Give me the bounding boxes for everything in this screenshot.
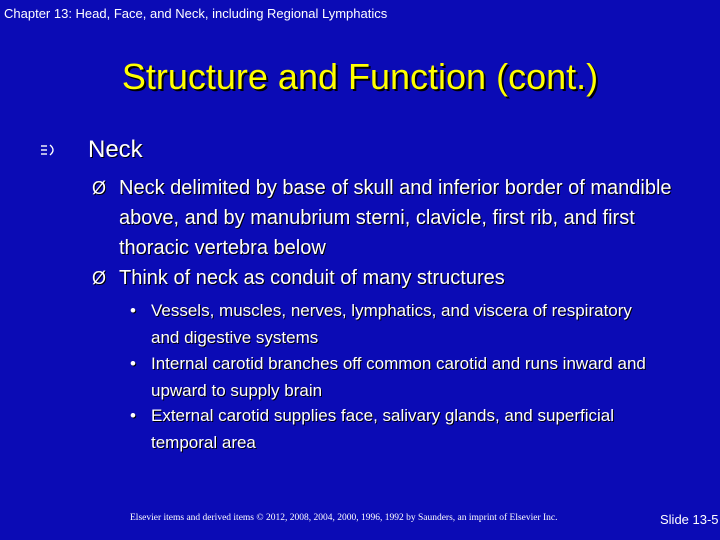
chapter-header: Chapter 13: Head, Face, and Neck, including Regional Lymphatics <box>4 6 388 21</box>
slide-title: Structure and Function (cont.) <box>121 56 599 97</box>
list-item-text: Think of neck as conduit of many structures <box>119 267 505 289</box>
dot-icon: • <box>130 406 136 425</box>
triple-dash-icon <box>40 142 58 162</box>
copyright-notice: Elsevier items and derived items © 2012, 2008, 2004, 2000, 1996, 1992 by Saunders, an imprint of Elsevier Inc. <box>130 513 558 523</box>
dot-icon: • <box>130 301 136 320</box>
slide-number: Slide 13-5 <box>660 512 719 527</box>
topic-neck: Neck <box>88 136 143 163</box>
sub-list-item-text: External carotid supplies face, salivary glands, and superficial temporal area <box>151 406 615 452</box>
sub-list-item-text: Internal carotid branches off common carotid and runs inward and upward to supply brain <box>151 354 646 400</box>
sub-list-item-text: Vessels, muscles, nerves, lymphatics, and viscera of respiratory and digestive systems <box>151 301 632 347</box>
arrowhead-icon: Ø <box>92 178 107 198</box>
arrowhead-icon: Ø <box>92 268 107 288</box>
dot-icon: • <box>130 354 136 373</box>
list-item-text: Neck delimited by base of skull and inferior border of mandible above, and by manubrium sterni, clavicle, first rib, and first thoracic vertebra below <box>119 177 672 259</box>
